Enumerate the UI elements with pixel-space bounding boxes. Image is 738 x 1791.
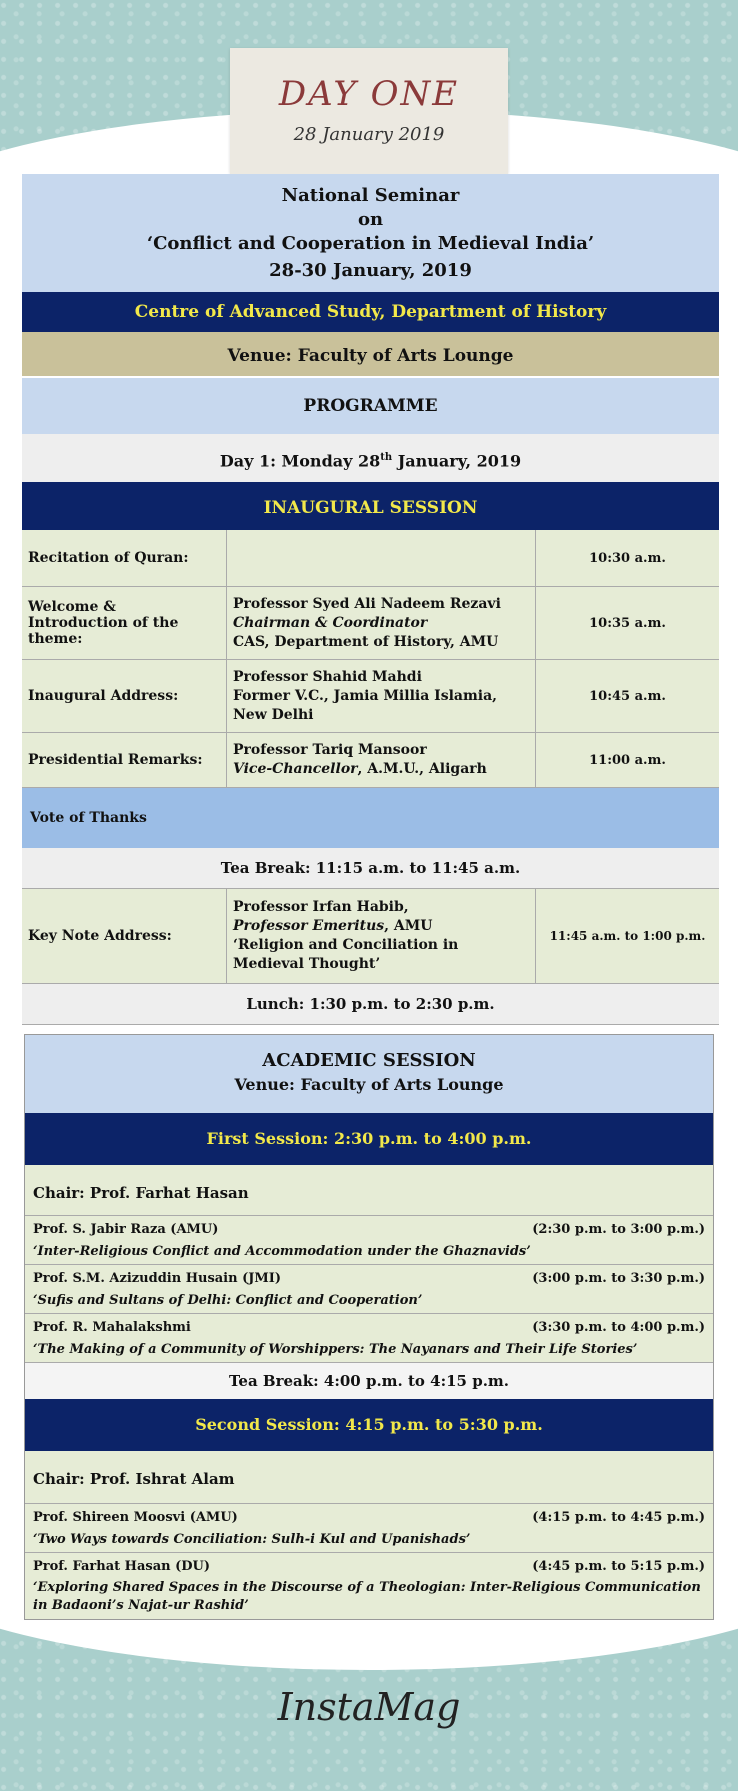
day-heading-pre: Day 1: Monday 28 (219, 451, 381, 471)
row-label: Welcome & Introduction of the theme: (22, 587, 227, 659)
vote-of-thanks: Vote of Thanks (22, 788, 719, 848)
row-detail (227, 733, 536, 787)
detail-line: Former V.C., Jamia Millia Islamia, (233, 687, 498, 704)
talk-title: ‘Inter-Religious Conflict and Accommodation under the Ghaznavids’ (33, 1244, 531, 1259)
detail-italic: Vice-Chancellor (233, 761, 358, 777)
talk-speaker: Prof. R. Mahalakshmi (33, 1319, 191, 1335)
first-session-banner: First Session: 2:30 p.m. to 4:00 p.m. (25, 1113, 713, 1165)
detail-italic: Professor Emeritus (233, 918, 385, 934)
day-card (230, 48, 508, 174)
row-label: Inaugural Address: (22, 660, 227, 732)
chair-2: Chair: Prof. Ishrat Alam (25, 1451, 713, 1504)
seminar-line2: on (357, 209, 384, 230)
academic-venue: Venue: Faculty of Arts Lounge (234, 1075, 504, 1094)
seminar-dates: 28-30 January, 2019 (269, 260, 472, 281)
row-label: Recitation of Quran: (22, 530, 227, 586)
detail-line: Professor Syed Ali Nadeem Rezavi (233, 595, 501, 612)
talk-time: (3:00 p.m. to 3:30 p.m.) (532, 1270, 705, 1286)
academic-header (25, 1035, 713, 1113)
day-heading-sup: th (380, 452, 393, 463)
seminar-line1: National Seminar (281, 185, 460, 206)
talk-title: ‘Exploring Shared Spaces in the Discourse of a Theologian: Inter-Religious Communication in Badaoni’s Najat-ur Rashid’ (33, 1580, 701, 1613)
row-detail (227, 530, 536, 586)
day-title: DAY ONE (278, 74, 460, 114)
academic-title: ACADEMIC SESSION (262, 1050, 476, 1071)
academic-panel (24, 1034, 714, 1620)
talk-time: (4:15 p.m. to 4:45 p.m.) (532, 1509, 705, 1525)
detail-line: Professor Irfan Habib, (233, 899, 409, 915)
talk-item (25, 1314, 713, 1363)
row-time: 10:45 a.m. (589, 688, 666, 704)
talk-time: (2:30 p.m. to 3:00 p.m.) (532, 1221, 705, 1237)
talk-item (25, 1265, 713, 1314)
detail-line: ‘Religion and Conciliation in Medieval Thought’ (233, 937, 459, 972)
tea-break-2: Tea Break: 4:00 p.m. to 4:15 p.m. (25, 1363, 713, 1399)
talk-item (25, 1553, 713, 1619)
lunch-break: Lunch: 1:30 p.m. to 2:30 p.m. (22, 984, 719, 1025)
programme-panel (22, 174, 719, 1025)
talk-time: (4:45 p.m. to 5:15 p.m.) (532, 1558, 705, 1574)
row-label: Presidential Remarks: (22, 733, 227, 787)
table-row (22, 660, 719, 733)
chair-1: Chair: Prof. Farhat Hasan (25, 1165, 713, 1216)
talk-title: ‘Sufis and Sultans of Delhi: Conflict and Cooperation’ (33, 1293, 423, 1308)
row-detail (227, 587, 536, 659)
detail-line: New Delhi (233, 706, 314, 723)
table-row (22, 530, 719, 587)
programme-heading: PROGRAMME (22, 376, 719, 434)
tea-break-1: Tea Break: 11:15 a.m. to 11:45 a.m. (22, 848, 719, 888)
detail-rest: , AMU (384, 918, 433, 934)
detail-line-composite (233, 760, 487, 779)
row-time: 10:35 a.m. (589, 615, 666, 631)
row-time: 10:30 a.m. (589, 550, 666, 566)
detail-rest: , A.M.U., Aligarh (357, 761, 487, 777)
day-date: 28 January 2019 (293, 124, 445, 145)
talk-speaker: Prof. Shireen Moosvi (AMU) (33, 1509, 238, 1525)
seminar-title: ‘Conflict and Cooperation in Medieval India’ (146, 233, 595, 254)
row-detail (227, 889, 536, 983)
table-row (22, 733, 719, 788)
talk-item (25, 1504, 713, 1553)
row-label: Key Note Address: (22, 889, 227, 983)
day-heading-post: January, 2019 (392, 451, 522, 471)
row-time: 11:00 a.m. (589, 752, 666, 768)
row-time: 11:45 a.m. to 1:00 p.m. (549, 929, 706, 943)
inaugural-banner: INAUGURAL SESSION (22, 482, 719, 530)
talk-title: ‘Two Ways towards Conciliation: Sulh-i Kul and Upanishads’ (33, 1532, 471, 1547)
talk-time: (3:30 p.m. to 4:00 p.m.) (532, 1319, 705, 1335)
inaugural-table (22, 530, 719, 788)
seminar-header (22, 174, 719, 292)
keynote-row (22, 888, 719, 984)
table-row (22, 587, 719, 660)
day-heading (22, 434, 719, 482)
row-detail (227, 660, 536, 732)
talk-speaker: Prof. S. Jabir Raza (AMU) (33, 1221, 219, 1237)
detail-line: Chairman & Coordinator (233, 614, 428, 631)
venue-banner: Venue: Faculty of Arts Lounge (22, 332, 719, 376)
detail-line: Professor Tariq Mansoor (233, 742, 427, 758)
talk-title: ‘The Making of a Community of Worshippers: The Nayanars and Their Life Stories’ (33, 1342, 638, 1357)
detail-line: Professor Shahid Mahdi (233, 668, 422, 685)
talk-item (25, 1216, 713, 1265)
centre-banner: Centre of Advanced Study, Department of History (22, 292, 719, 332)
instamag-logo: InstaMag (277, 1685, 461, 1729)
talk-speaker: Prof. Farhat Hasan (DU) (33, 1558, 211, 1574)
detail-line-composite (233, 917, 432, 936)
detail-line: CAS, Department of History, AMU (233, 633, 499, 650)
talk-speaker: Prof. S.M. Azizuddin Husain (JMI) (33, 1270, 282, 1286)
second-session-banner: Second Session: 4:15 p.m. to 5:30 p.m. (25, 1399, 713, 1451)
